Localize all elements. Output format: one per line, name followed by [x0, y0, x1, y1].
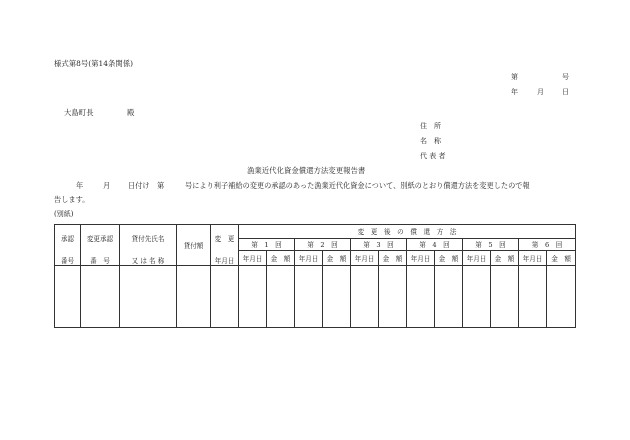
body-text-line1: 号により利子補給の変更の承認のあった漁業近代化資金について、別紙のとおり償還方法を変更したので報	[185, 181, 530, 190]
cell-date-3[interactable]	[351, 266, 379, 328]
applicant-representative-label: 代 表 者	[420, 152, 446, 160]
cell-date-6[interactable]	[519, 266, 547, 328]
header-round-1: 第 1 回	[239, 238, 295, 251]
header-approval-number	[55, 225, 81, 266]
addressee-honorific: 殿	[127, 108, 135, 117]
header-round-6: 第 6 回	[519, 238, 576, 251]
cell-amount-1[interactable]	[267, 266, 295, 328]
header-change-approval-number	[81, 225, 120, 266]
sub-date-1: 年月日	[239, 251, 267, 266]
header-approval-bottom: 番号	[60, 257, 75, 265]
body-number-prefix: 第	[157, 181, 165, 190]
cell-amount-5[interactable]	[491, 266, 519, 328]
repayment-table	[54, 224, 576, 328]
cell-amount-2[interactable]	[323, 266, 351, 328]
date-year: 年	[511, 88, 518, 96]
header-borrower	[120, 225, 177, 266]
sub-amount-2: 金 額	[323, 251, 351, 266]
cell-amount-3[interactable]	[379, 266, 407, 328]
cell-loan-amount[interactable]	[177, 266, 211, 328]
addressee-name: 大島町長	[64, 108, 94, 117]
header-loan-amount: 貸付額	[177, 225, 211, 266]
body-text-line2: 告します。	[54, 195, 90, 204]
doc-number-suffix: 号	[562, 73, 569, 81]
sub-amount-3: 金 額	[379, 251, 407, 266]
cell-amount-4[interactable]	[435, 266, 463, 328]
body-year: 年	[76, 181, 84, 190]
body-dated: 日付け	[128, 181, 150, 190]
cell-approval-number[interactable]	[55, 266, 81, 328]
table-row	[55, 266, 576, 328]
header-borrower-bottom: 又 は 名 称	[131, 257, 165, 265]
header-borrower-top: 貸付先氏名	[131, 235, 165, 243]
header-change-date	[211, 225, 239, 266]
cell-date-2[interactable]	[295, 266, 323, 328]
sub-date-4: 年月日	[407, 251, 435, 266]
applicant-name-label: 名 称	[420, 137, 441, 145]
sub-amount-5: 金 額	[491, 251, 519, 266]
doc-number-prefix: 第	[511, 73, 518, 81]
document-title: 漁業近代化資金償還方法変更報告書	[247, 166, 366, 175]
form-number: 様式第8号(第14条関係)	[54, 59, 133, 68]
header-change-date-bottom: 年月日	[214, 257, 235, 265]
sub-amount-4: 金 額	[435, 251, 463, 266]
header-round-3: 第 3 回	[351, 238, 407, 251]
header-repayment-group: 変 更 後 の 償 還 方 法	[239, 225, 576, 239]
sub-date-5: 年月日	[463, 251, 491, 266]
date-month: 月	[537, 88, 544, 96]
cell-change-date[interactable]	[211, 266, 239, 328]
sub-amount-6: 金 額	[547, 251, 576, 266]
header-round-2: 第 2 回	[295, 238, 351, 251]
cell-change-approval-number[interactable]	[81, 266, 120, 328]
header-round-5: 第 5 回	[463, 238, 519, 251]
date-day: 日	[562, 88, 569, 96]
header-change-date-top: 変 更	[214, 235, 235, 243]
cell-amount-6[interactable]	[547, 266, 576, 328]
cell-date-5[interactable]	[463, 266, 491, 328]
sub-date-3: 年月日	[351, 251, 379, 266]
sub-date-2: 年月日	[295, 251, 323, 266]
attachment-label: (別紙)	[54, 210, 74, 218]
body-month: 月	[103, 181, 111, 190]
header-change-bottom: 番 号	[90, 257, 110, 265]
header-approval-top: 承認	[60, 235, 75, 243]
cell-date-1[interactable]	[239, 266, 267, 328]
header-change-top: 変更承認	[86, 235, 114, 243]
sub-date-6: 年月日	[519, 251, 547, 266]
header-round-4: 第 4 回	[407, 238, 463, 251]
cell-date-4[interactable]	[407, 266, 435, 328]
sub-amount-1: 金 額	[267, 251, 295, 266]
applicant-address-label: 住 所	[420, 122, 441, 130]
cell-borrower[interactable]	[120, 266, 177, 328]
